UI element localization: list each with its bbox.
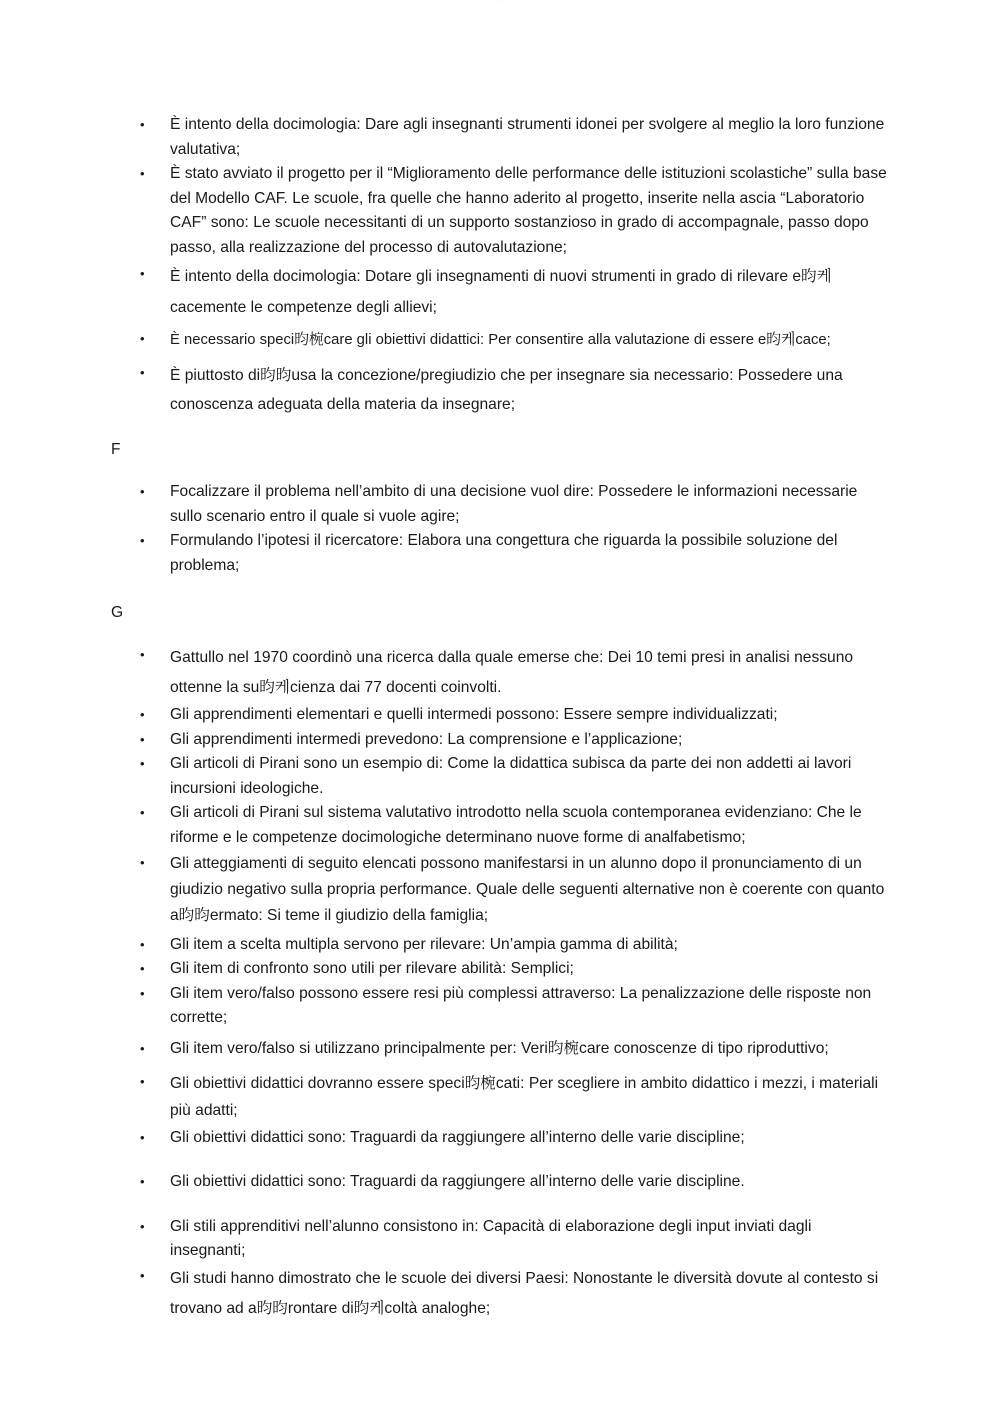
item-text: Gli articoli di Pirani sul sistema valutativo introdotto nella scuola contemporanea evidenziano: Che le riforme e le competenze docimologiche determinano nuove forme di analfabetismo;: [170, 804, 862, 846]
bullet-icon: •: [140, 1218, 145, 1234]
item-text: Gli item di confronto sono utili per rilevare abilità: Semplici;: [170, 960, 574, 978]
list-item: [0, 162, 890, 260]
bullet-icon: •: [140, 1040, 145, 1056]
item-text: Gli item vero/falso si utilizzano principalmente per: Veri昀椀care conoscenze di tipo riproduttivo;: [170, 1039, 829, 1057]
list-item: [0, 643, 890, 703]
header-mark: ··········: [495, 0, 505, 3]
bullet-icon: •: [140, 166, 145, 182]
list-item: [0, 728, 890, 753]
bullet-icon: •: [140, 961, 145, 977]
item-text: Gli obiettivi didattici sono: Traguardi da raggiungere all’interno delle varie discipline.: [170, 1173, 745, 1191]
bullet-icon: •: [140, 985, 145, 1001]
bullet-icon: •: [140, 731, 145, 747]
list-item: [0, 361, 890, 419]
section-letter-f: F: [111, 441, 121, 458]
bullet-icon: •: [140, 854, 145, 870]
bullet-icon: •: [140, 533, 145, 549]
section-letter-g: G: [111, 604, 124, 621]
item-text: Formulando l’ipotesi il ricercatore: Elabora una congettura che riguarda la possibile soluzione del problema;: [170, 532, 838, 574]
item-text: Gli obiettivi didattici dovranno essere speci昀椀cati: Per scegliere in ambito didattico i mezzi, i materiali più adatti;: [170, 1074, 879, 1119]
list-item: [0, 957, 890, 982]
list-item: [0, 703, 890, 728]
item-text: Gli item a scelta multipla servono per rilevare: Un’ampia gamma di abilità;: [170, 935, 678, 953]
item-text: È intento della docimologia: Dotare gli insegnamenti di nuovi strumenti in grado di rilevare e昀케cacemente le competenze degli allievi;: [170, 267, 832, 316]
section-e: [0, 113, 1000, 419]
item-text: È piuttosto di昀昀usa la concezione/pregiudizio che per insegnare sia necessario: Possedere una conoscenza adeguata della materia da insegnare;: [170, 366, 843, 413]
section-g: [0, 643, 1000, 1324]
list-item: [0, 529, 890, 578]
item-list: [0, 643, 1000, 1324]
list-item: [0, 261, 890, 323]
list-item: [0, 1070, 890, 1124]
item-text: Gli studi hanno dimostrato che le scuole dei diversi Paesi: Nonostante le diversità dovute al contesto si trovano ad a昀昀rontare di昀케coltà analoghe;: [170, 1269, 879, 1317]
list-item: [0, 801, 890, 850]
item-list: [0, 480, 1000, 578]
bullet-icon: •: [140, 936, 145, 952]
list-item: [0, 1170, 890, 1195]
bullet-icon: •: [140, 756, 145, 772]
item-text: È intento della docimologia: Dare agli insegnanti strumenti idonei per svolgere al meglio la loro funzione valutativa;: [170, 116, 885, 158]
section-f: [0, 480, 1000, 578]
bullet-icon: •: [140, 364, 145, 380]
item-text: Gli apprendimenti intermedi prevedono: La comprensione e l’applicazione;: [170, 730, 683, 748]
item-text: È stato avviato il progetto per il “Miglioramento delle performance delle istituzioni scolastiche” sulla base del Modello CAF. Le scuole, fra quelle che hanno aderito al progetto, inserite nella ascia “Laboratorio CAF” sono: Le scuole necessitanti di un supporto sostanzioso in grado di accompagnale, passo dopo passo, alla realizzazione del processo di autovalutazione;: [170, 165, 887, 256]
list-item: [0, 933, 890, 958]
bullet-icon: •: [140, 1073, 145, 1089]
list-item: [0, 113, 890, 162]
item-text: Gli obiettivi didattici sono: Traguardi da raggiungere all’interno delle varie discipline;: [170, 1128, 745, 1146]
list-item: [0, 1126, 890, 1151]
item-text: Gli articoli di Pirani sono un esempio di: Come la didattica subisca da parte dei non addetti ai lavori incursioni ideologiche.: [170, 755, 852, 797]
list-item: [0, 1264, 890, 1324]
item-text: Focalizzare il problema nell’ambito di una decisione vuol dire: Possedere le informazioni necessarie sullo scenario entro il quale si vuole agire;: [170, 483, 858, 525]
item-text: Gli item vero/falso possono essere resi più complessi attraverso: La penalizzazione delle risposte non corrette;: [170, 984, 872, 1027]
list-item: [0, 982, 890, 1031]
list-item: [0, 851, 890, 929]
item-text: È necessario speci昀椀care gli obiettivi didattici: Per consentire alla valutazione di essere e昀케cace;: [170, 331, 831, 348]
list-item: [0, 480, 890, 529]
item-text: Gattullo nel 1970 coordinò una ricerca dalla quale emerse che: Dei 10 temi presi in analisi nessuno ottenne la su昀케cienza dai 77 docenti coinvolti.: [170, 649, 854, 696]
list-item: [0, 1215, 890, 1264]
item-list: [0, 113, 1000, 419]
list-item: [0, 327, 890, 353]
bullet-icon: •: [140, 1129, 145, 1145]
bullet-icon: •: [140, 805, 145, 821]
list-item: [0, 752, 890, 801]
item-text: Gli stili apprenditivi nell’alunno consistono in: Capacità di elaborazione degli input inviati dagli insegnanti;: [170, 1217, 812, 1260]
bullet-icon: •: [140, 330, 145, 346]
bullet-icon: •: [140, 265, 145, 281]
item-text: Gli atteggiamenti di seguito elencati possono manifestarsi in un alunno dopo il pronunciamento di un giudizio negativo sulla propria performance. Quale delle seguenti alternative non è coerente con quanto a昀昀ermato: Si teme il giudizio della famiglia;: [170, 854, 885, 924]
bullet-icon: •: [140, 484, 145, 499]
item-text: Gli apprendimenti elementari e quelli intermedi possono: Essere sempre individualizzati;: [170, 706, 778, 723]
bullet-icon: •: [140, 707, 145, 722]
bullet-icon: •: [140, 117, 145, 132]
bullet-icon: •: [140, 1267, 145, 1283]
bullet-icon: •: [140, 1174, 145, 1190]
bullet-icon: •: [140, 647, 145, 662]
list-item: [0, 1037, 890, 1062]
